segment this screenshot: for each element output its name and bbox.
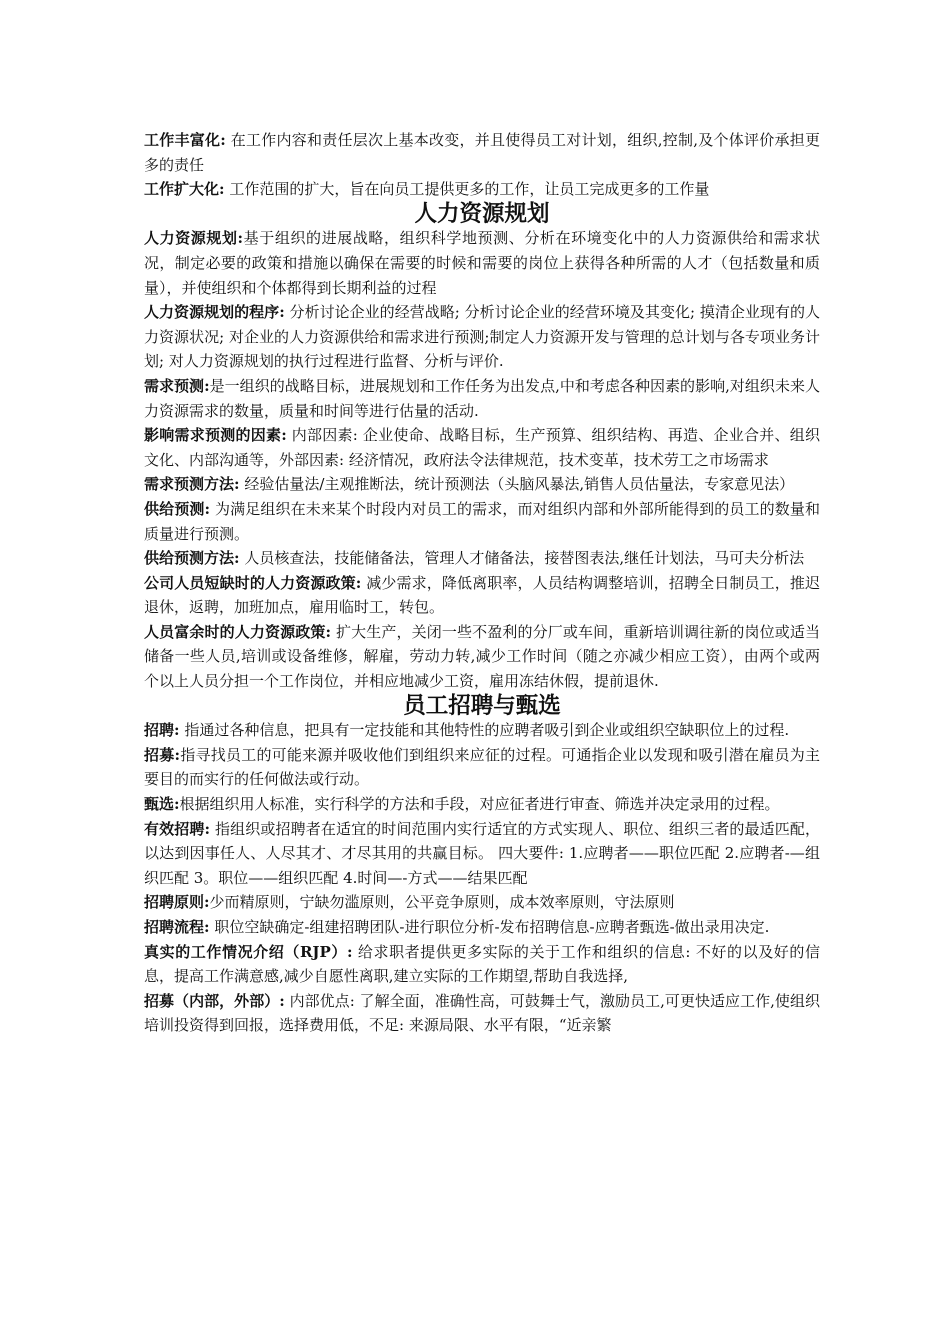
definition-text: 根据组织用人标准，实行科学的方法和手段，对应征者进行审查、筛选并决定录用的过程。 bbox=[179, 795, 780, 814]
definition-supply-forecast bbox=[144, 497, 820, 546]
definition-job-enrichment bbox=[144, 128, 820, 177]
term-label: 招募: bbox=[144, 745, 181, 764]
term-label: 需求预测: bbox=[144, 376, 210, 395]
definition-effective-recruitment bbox=[144, 817, 820, 891]
definition-text: 分析讨论企业的经营战略; 分析讨论企业的经营环境及其变化; 摸清企业现有的人力资源状况; 对企业的人力资源供给和需求进行预测;制定人力资源开发与管理的总计划与各专项业务计划; 对人力资源规划的执行过程进行监督、分析与评价. bbox=[144, 303, 820, 371]
definition-text: 职位空缺确定-组建招聘团队-进行职位分析-发布招聘信息-应聘者甄选-做出录用决定. bbox=[209, 918, 770, 936]
definition-demand-factors bbox=[144, 423, 820, 472]
definition-recruitment bbox=[144, 718, 820, 743]
definition-sourcing bbox=[144, 743, 820, 792]
term-label: 真实的工作情况介绍（RJP）: bbox=[144, 942, 353, 961]
term-label: 供给预测方法: bbox=[144, 549, 240, 568]
definition-hr-planning-procedure bbox=[144, 300, 820, 374]
definition-text: 指寻找员工的可能来源并吸收他们到组织来应征的过程。可通指企业以发现和吸引潜在雇员为主要目的而实行的任何做法或行动。 bbox=[144, 745, 820, 789]
section-heading-recruitment: 员工招聘与甄选 bbox=[403, 692, 561, 719]
term-label: 需求预测方法: bbox=[144, 475, 240, 494]
term-label: 工作丰富化: bbox=[144, 131, 226, 149]
definition-text: 指组织或招聘者在适宜的时间范围内实行适宜的方式实现人、职位、组织三者的最适匹配，以达到因事任人、人尽其才、才尽其用的共赢目标。 四大要件: 1.应聘者——职位匹配 2.应聘者-—组织匹配 3。职位——组织匹配 4.时间—-方式——结果匹配 bbox=[144, 819, 820, 887]
term-label: 人力资源规划的程序: bbox=[144, 303, 285, 322]
term-label: 公司人员短缺时的人力资源政策: bbox=[144, 573, 362, 592]
definition-text: 指通过各种信息，把具有一定技能和其他特性的应聘者吸引到企业或组织空缺职位上的过程. bbox=[179, 721, 790, 740]
definition-text: 经验估量法/主观推断法，统计预测法（头脑风暴法,销售人员估量法，专家意见法） bbox=[239, 475, 795, 494]
definition-text: 减少需求，降低离职率，人员结构调整培训，招聘全日制员工，推迟退休，返聘，加班加点，雇用临时工，转包。 bbox=[144, 573, 820, 617]
definition-hr-planning bbox=[144, 226, 820, 300]
definition-text: 给求职者提供更多实际的关于工作和组织的信息: 不好的以及好的信息，提高工作满意感,减少自愿性离职,建立实际的工作期望,帮助自我选择, bbox=[144, 942, 820, 986]
term-label: 招聘: bbox=[144, 721, 180, 740]
definition-supply-methods bbox=[144, 546, 820, 571]
definition-text: 少而精原则，宁缺勿滥原则，公平竞争原则，成本效率原则，守法原则 bbox=[209, 893, 675, 912]
definition-demand-forecast bbox=[144, 374, 820, 423]
section-heading-hr-planning: 人力资源规划 bbox=[414, 200, 550, 227]
term-label: 人力资源规划: bbox=[144, 229, 244, 248]
definition-selection bbox=[144, 792, 820, 817]
definition-text: 是一组织的战略目标，进展规划和工作任务为出发点,中和考虑各种因素的影响,对组织未来人力资源需求的数量，质量和时间等进行估量的活动. bbox=[144, 376, 820, 420]
definition-text: 内部因素: 企业使命、战略目标，生产预算、组织结构、再造、企业合并、组织文化、内部沟通等，外部因素: 经济情况，政府法令法律规范，技术变革，技术劳工之市场需求 bbox=[144, 426, 820, 469]
term-label: 影响需求预测的因素: bbox=[144, 426, 287, 445]
definition-text: 为满足组织在未来某个时段内对员工的需求，而对组织内部和外部所能得到的员工的数量和质量进行预测。 bbox=[144, 499, 820, 543]
term-label: 工作扩大化: bbox=[144, 180, 225, 199]
definition-text: 内部优点: 了解全面，准确性高，可鼓舞士气，激励员工,可更快适应工作,使组织培训投资得到回报，选择费用低，不足: 来源局限、水平有限，“近亲繁 bbox=[144, 991, 820, 1035]
definition-text: 基于组织的进展战略，组织科学地预测、分析在环境变化中的人力资源供给和需求状况，制定必要的政策和措施以确保在需要的时候和需要的岗位上获得各种所需的人才（包括数量和质量），并使组织和个体都得到长期利益的过程 bbox=[144, 229, 820, 297]
definition-demand-methods bbox=[144, 472, 820, 497]
definition-job-enlargement bbox=[144, 177, 820, 202]
definition-text: 工作范围的扩大，旨在向员工提供更多的工作，让员工完成更多的工作量 bbox=[224, 180, 710, 199]
definition-rjp bbox=[144, 940, 820, 989]
definition-text: 人员核查法，技能储备法，管理人才储备法，接替图表法,继任计划法，马可夫分析法 bbox=[239, 549, 805, 568]
definition-recruitment-principles bbox=[144, 890, 820, 915]
definition-shortage-policy bbox=[144, 571, 820, 620]
term-label: 招募（内部，外部）: bbox=[144, 991, 285, 1010]
definition-recruitment-process bbox=[144, 915, 820, 940]
term-label: 人员富余时的人力资源政策: bbox=[144, 622, 332, 641]
term-label: 招聘流程: bbox=[144, 918, 210, 936]
definition-text: 扩大生产，关闭一些不盈利的分厂或车间，重新培训调往新的岗位或适当储备一些人员,培训或设备维修，解雇，劳动力转,减少工作时间（随之亦减少相应工资），由两个或两个以上人员分担一个工作岗位，并相应地减少工资，雇用冻结休假，提前退休. bbox=[144, 622, 820, 691]
definition-sourcing-internal-external bbox=[144, 989, 820, 1038]
term-label: 招聘原则: bbox=[144, 893, 210, 912]
term-label: 供给预测: bbox=[144, 499, 211, 518]
document-page bbox=[144, 128, 820, 1038]
definition-surplus-policy bbox=[144, 620, 820, 694]
definition-text: 在工作内容和责任层次上基本改变，并且使得员工对计划，组织,控制,及个体评价承担更多的责任 bbox=[144, 131, 820, 174]
term-label: 甄选: bbox=[144, 795, 180, 814]
term-label: 有效招聘: bbox=[144, 819, 211, 838]
